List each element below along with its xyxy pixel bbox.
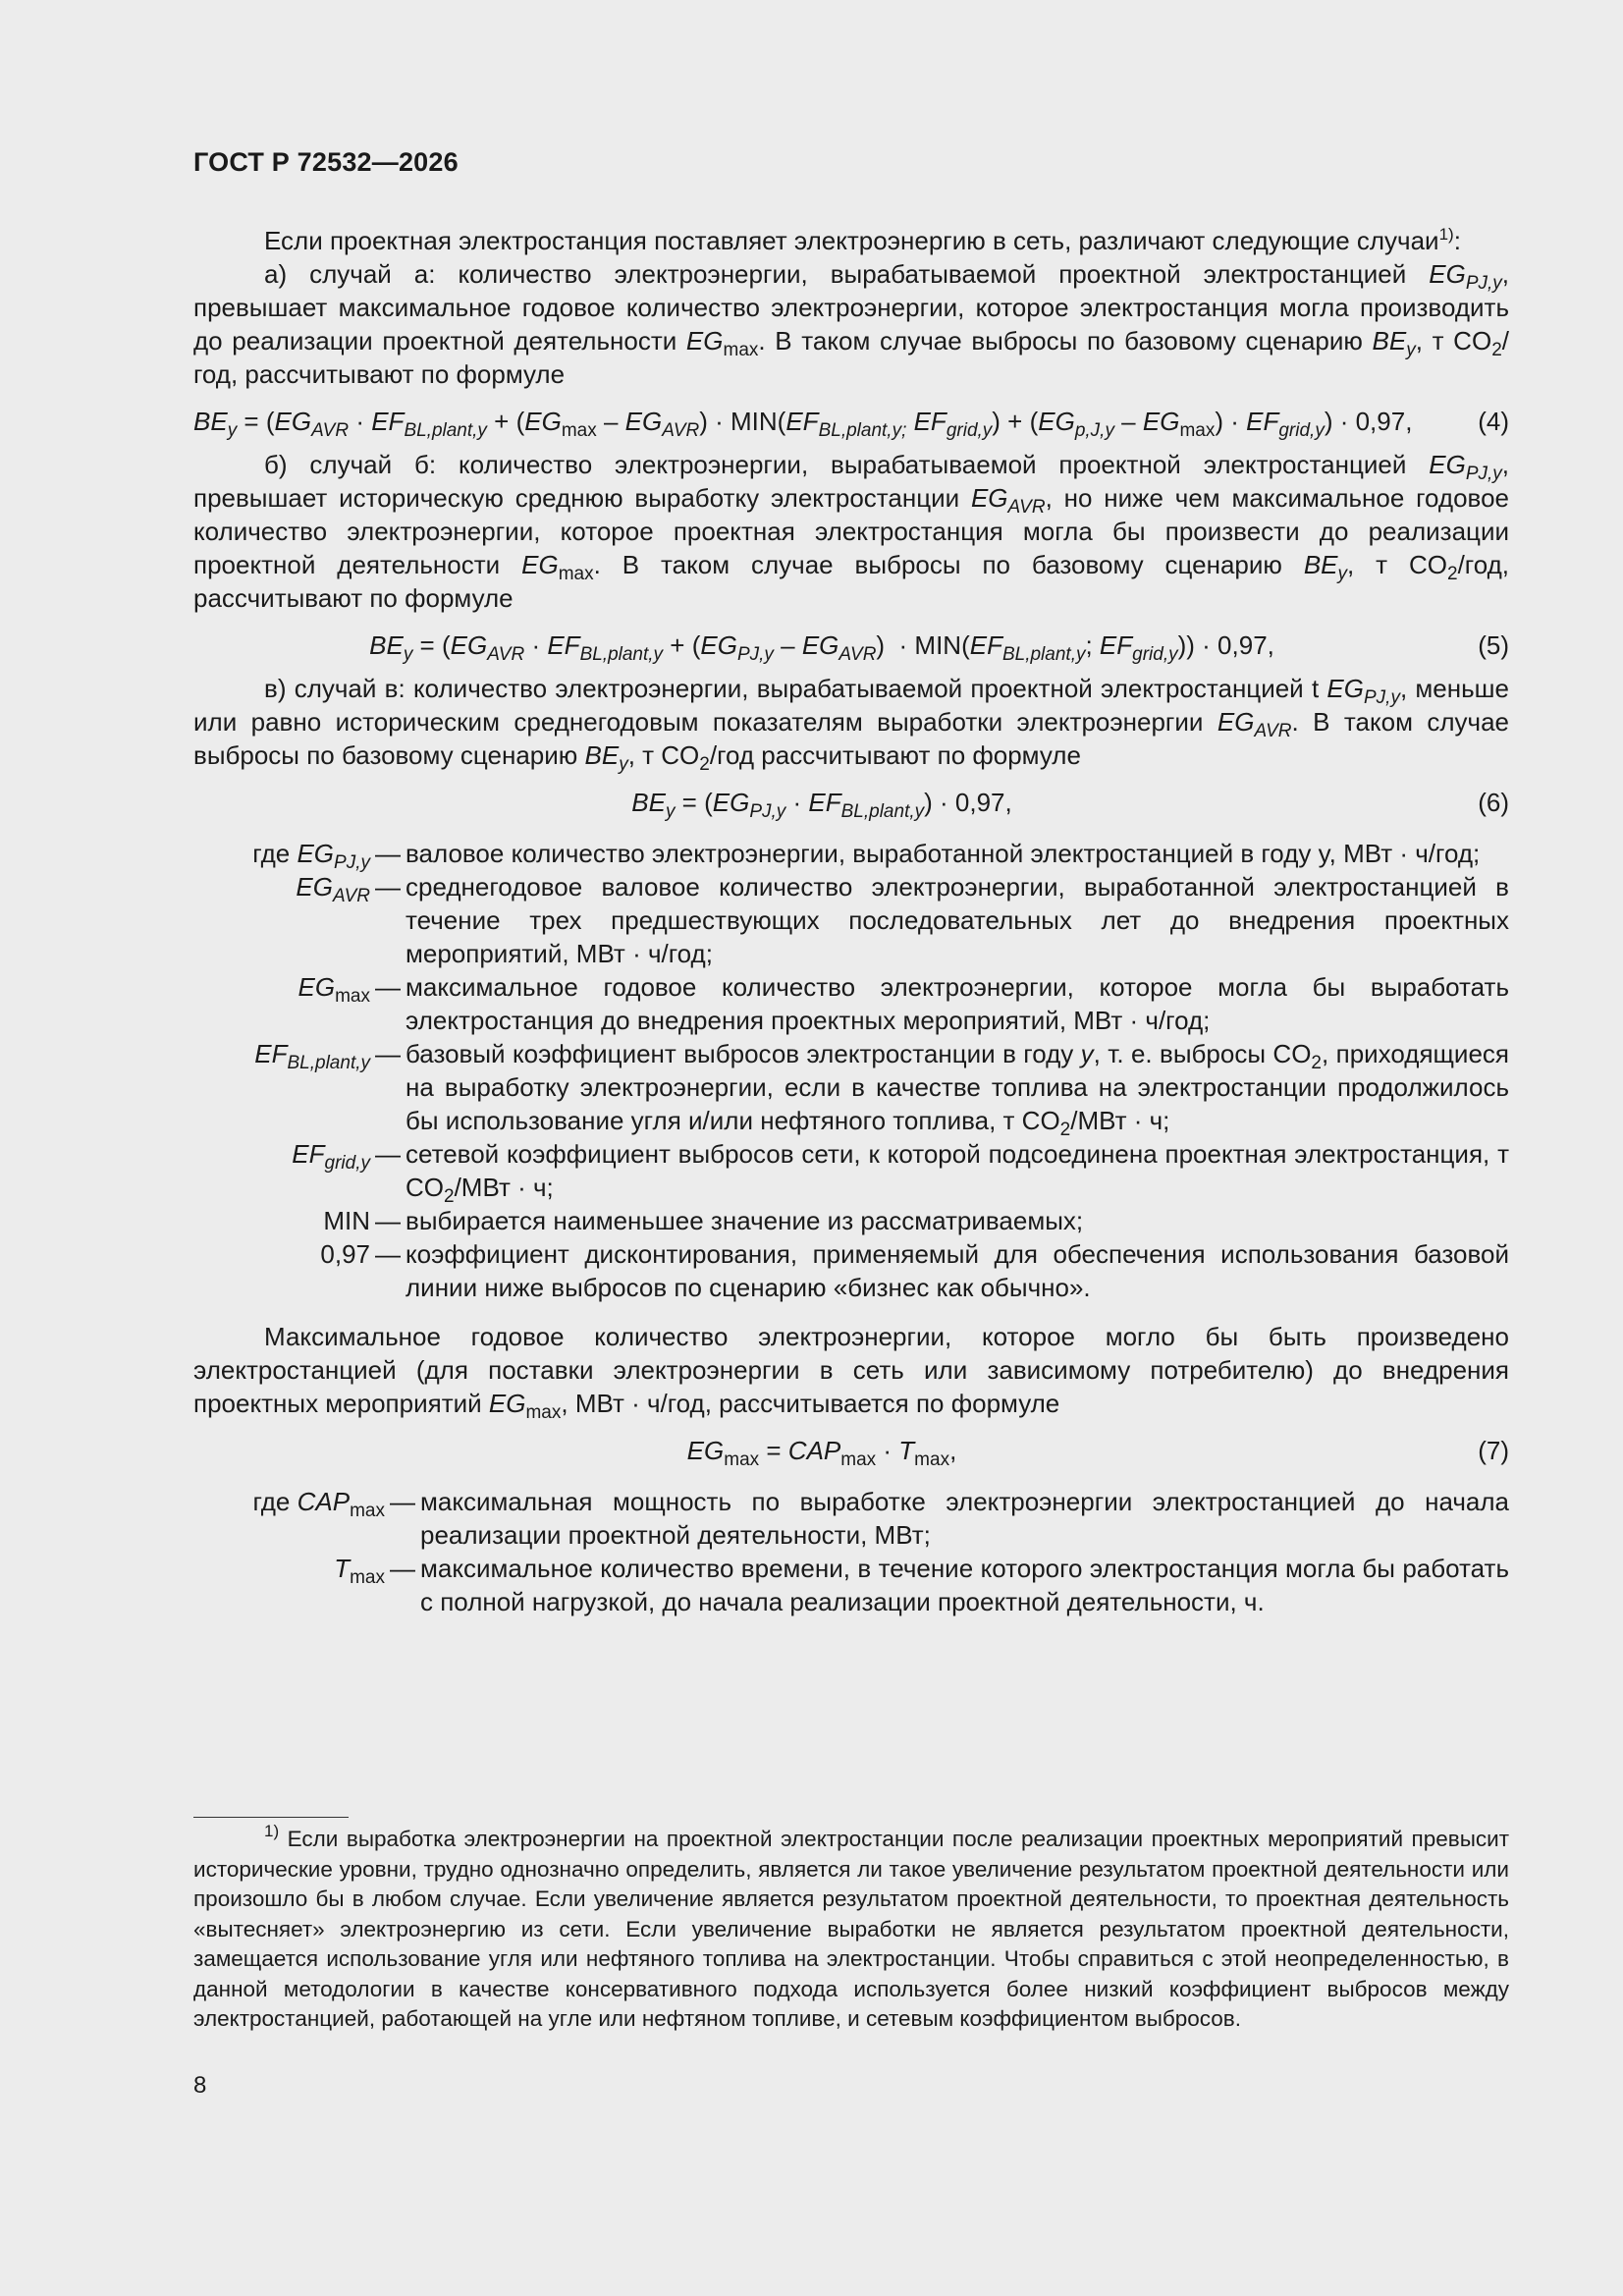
definition-text: максимальное годовое количество электроэнергии, которое могла бы выработать электростанция до внедрения проектных мероприятий, МВт · ч/год; xyxy=(406,972,1509,1035)
definition-term: $T_{max}$ xyxy=(334,1554,385,1588)
formula-5 xyxy=(193,629,1509,665)
definition-row: где $EG_{PJ,y}$ — валовое количество электроэнергии, выработанной электростанцией в году y, МВт · ч/год; xyxy=(193,837,1509,870)
definition-row: 0,97 — коэффициент дисконтирования, применяемый для обеспечения использования базовой линии ниже выбросов по сценарию «бизнес как обычно». xyxy=(193,1237,1509,1304)
definition-text: выбирается наименьшее значение из рассматриваемых; xyxy=(406,1206,1084,1235)
definition-term: $EF_{BL,plant,y}$ xyxy=(254,1039,370,1073)
footnote-ref[interactable]: 1) xyxy=(1438,225,1454,244)
definition-row: $EF_{BL,plant,y}$ — базовый коэффициент выбросов электростанции в году y, т. е. выбросы $CO_2$, приходящиеся на выработку электроэнергии, если в качестве топлива на электростанции продолжилось бы использование угля и/или нефтяного топлива, т $CO_2$/МВт · ч; xyxy=(193,1037,1509,1137)
definition-term: где $EG_{PJ,y}$ xyxy=(252,839,370,873)
definition-term: MIN xyxy=(323,1206,370,1235)
formula-4-expression: $BE_y = (EG_{AVR} \cdot EF_{BL,plant,y} + (EG_{max} - EG_{AVR}) \cdot MIN(EF_{BL,plant,y;}$ $EF_{grid,y}) + (EG_{p,J,y} - EG_{max}) \cdot EF_{grid,y}) \cdot 0,97$, xyxy=(193,407,1413,441)
case-b-paragraph: б) случай б: количество электроэнергии, вырабатываемой проектной электростанцией $EG_{PJ,y}$, превышает историческую среднюю выработку электростанции $EG_{AVR}$, но ниже чем максимальное годовое количество электроэнергии, которое проектная электростанция могла бы произвести до реализации проектной деятельности $EG_{max}$. В таком случае выбросы по базовому сценарию $BE_y$, т $CO_2$/год, рассчитывают по формуле xyxy=(193,450,1509,613)
definition-row: $T_{max}$ — максимальное количество времени, в течение которого электростанция могла бы работать с полной нагрузкой, до начала реализации проектной деятельности, ч. xyxy=(193,1552,1509,1618)
max-output-paragraph: Максимальное годовое количество электроэнергии, которое могло бы быть произведено электростанцией (для поставки электроэнергии в сеть или зависимому потребителю) до внедрения проектных мероприятий $EG_{max}$, МВт · ч/год, рассчитывается по формуле xyxy=(193,1322,1509,1423)
definition-row: $EG_{max}$ — максимальное годовое количество электроэнергии, которое могла бы выработать электростанция до внедрения проектных мероприятий, МВт · ч/год; xyxy=(193,970,1509,1037)
footnote xyxy=(193,1822,1509,2035)
definition-text: максимальное количество времени, в течение которого электростанция могла бы работать с полной нагрузкой, до начала реализации проектной деятельности, ч. xyxy=(420,1554,1509,1616)
definition-row: $EG_{AVR}$ — среднегодовое валовое количество электроэнергии, выработанной электростанцией в течение трех предшествующих последовательных лет до внедрения проектных мероприятий, МВт · ч/год; xyxy=(193,870,1509,970)
definition-term: где $CAP_{max}$ xyxy=(252,1487,385,1521)
formula-4 xyxy=(193,405,1509,441)
case-a-paragraph: а) случай а: количество электроэнергии, вырабатываемой проектной электростанцией $EG_{PJ,y}$, превышает максимальное годовое количество электроэнергии, которое электростанция могла производить до реализации проектной деятельности $EG_{max}$. В таком случае выбросы по базовому сценарию $BE_y$, т $CO_2$/год, рассчитывают по формуле xyxy=(193,259,1509,389)
definition-row: где $CAP_{max}$ — максимальная мощность по выработке электроэнергии электростанцией до начала реализации проектной деятельности, МВт; xyxy=(193,1485,1509,1552)
formula-5-expression: $BE_y = (EG_{AVR} \cdot EF_{BL,plant,y} + (EG_{PJ,y} - EG_{AVR}) \cdot MIN(EF_{BL,plant,y}$; $EF_{grid,y})) \cdot 0,97$, xyxy=(369,630,1274,665)
formula-5-number: (5) xyxy=(1478,630,1509,660)
formula-6 xyxy=(193,786,1509,822)
definition-text: базовый коэффициент выбросов электростанции в году y, т. е. выбросы $CO_2$, приходящиеся на выработку электроэнергии, если в качестве топлива на электростанции продолжилось бы использование угля и/или нефтяного топлива, т $CO_2$/МВт · ч; xyxy=(406,1039,1509,1140)
formula-7 xyxy=(193,1434,1509,1470)
case-c-paragraph: в) случай в: количество электроэнергии, вырабатываемой проектной электростанцией t $EG_{PJ,y}$, меньше или равно историческим среднегодовым показателям выработки электроэнергии $EG_{AVR}$. В таком случае выбросы по базовому сценарию $BE_y$, т $CO_2$/год рассчитывают по формуле xyxy=(193,674,1510,775)
footnote-mark: 1) xyxy=(264,1822,280,1840)
definition-term: $EG_{max}$ xyxy=(298,972,370,1007)
variable-definitions xyxy=(193,837,1509,1304)
formula-6-number: (6) xyxy=(1478,788,1509,817)
definition-text: валовое количество электроэнергии, выработанной электростанцией в году y, МВт · ч/год; xyxy=(406,839,1481,868)
formula-4-number: (4) xyxy=(1478,407,1509,436)
definition-row: MIN — выбирается наименьшее значение из рассматриваемых; xyxy=(193,1204,1509,1237)
formula-7-expression: $EG_{max} = CAP_{max} \cdot T_{max}$, xyxy=(686,1436,957,1470)
intro-paragraph: Если проектная электростанция поставляет электроэнергию в сеть, различают следующие случаи$^{1)}$: xyxy=(264,225,1461,255)
definition-term: $EG_{AVR}$ xyxy=(296,872,370,906)
definition-text: среднегодовое валовое количество электроэнергии, выработанной электростанцией в течение трех предшествующих последовательных лет до внедрения проектных мероприятий, МВт · ч/год; xyxy=(406,872,1509,968)
definition-text: коэффициент дисконтирования, применяемый для обеспечения использования базовой линии ниже выбросов по сценарию «бизнес как обычно». xyxy=(406,1239,1509,1302)
definition-text: максимальная мощность по выработке электроэнергии электростанцией до начала реализации проектной деятельности, МВт; xyxy=(420,1487,1509,1550)
variable-definitions-2 xyxy=(193,1485,1509,1618)
definition-row: $EF_{grid,y}$ — сетевой коэффициент выбросов сети, к которой подсоединена проектная электростанция, т $CO_2$/МВт · ч; xyxy=(193,1137,1509,1204)
definition-term: 0,97 xyxy=(320,1239,370,1269)
formula-7-number: (7) xyxy=(1478,1436,1509,1465)
document-body xyxy=(193,224,1509,1618)
definition-term: $EF_{grid,y}$ xyxy=(292,1139,370,1174)
footnote-separator xyxy=(193,1817,349,1818)
standard-designation: ГОСТ Р 72532—2026 xyxy=(193,147,459,177)
footnote-text: $^{1)}$ Если выработка электроэнергии на проектной электростанции после реализации проектных мероприятий превысит исторические уровни, трудно однозначно определить, является ли такое увеличение результатом проектной деятельности или произошло бы в любом случае. Если увеличение является результатом проектной деятельности, то проектная деятельность «вытесняет» электроэнергию из сети. Если увеличение выработки не является результатом проектной деятельности, замещается использование угля или нефтяного топлива на электростанции. Чтобы справиться с этой неопределенностью, в данной методологии в качестве консервативного подхода используется более низкий коэффициент выбросов между электростанцией, работающей на угле или нефтяном топливе, и сетевым коэффициентом выбросов. xyxy=(193,1822,1509,2031)
formula-6-expression: $BE_y = (EG_{PJ,y} \cdot EF_{BL,plant,y}) \cdot 0,97$, xyxy=(631,788,1012,822)
definition-text: сетевой коэффициент выбросов сети, к которой подсоединена проектная электростанция, т $CO_2$/МВт · ч; xyxy=(406,1139,1509,1207)
page-number: 8 xyxy=(193,2072,207,2099)
